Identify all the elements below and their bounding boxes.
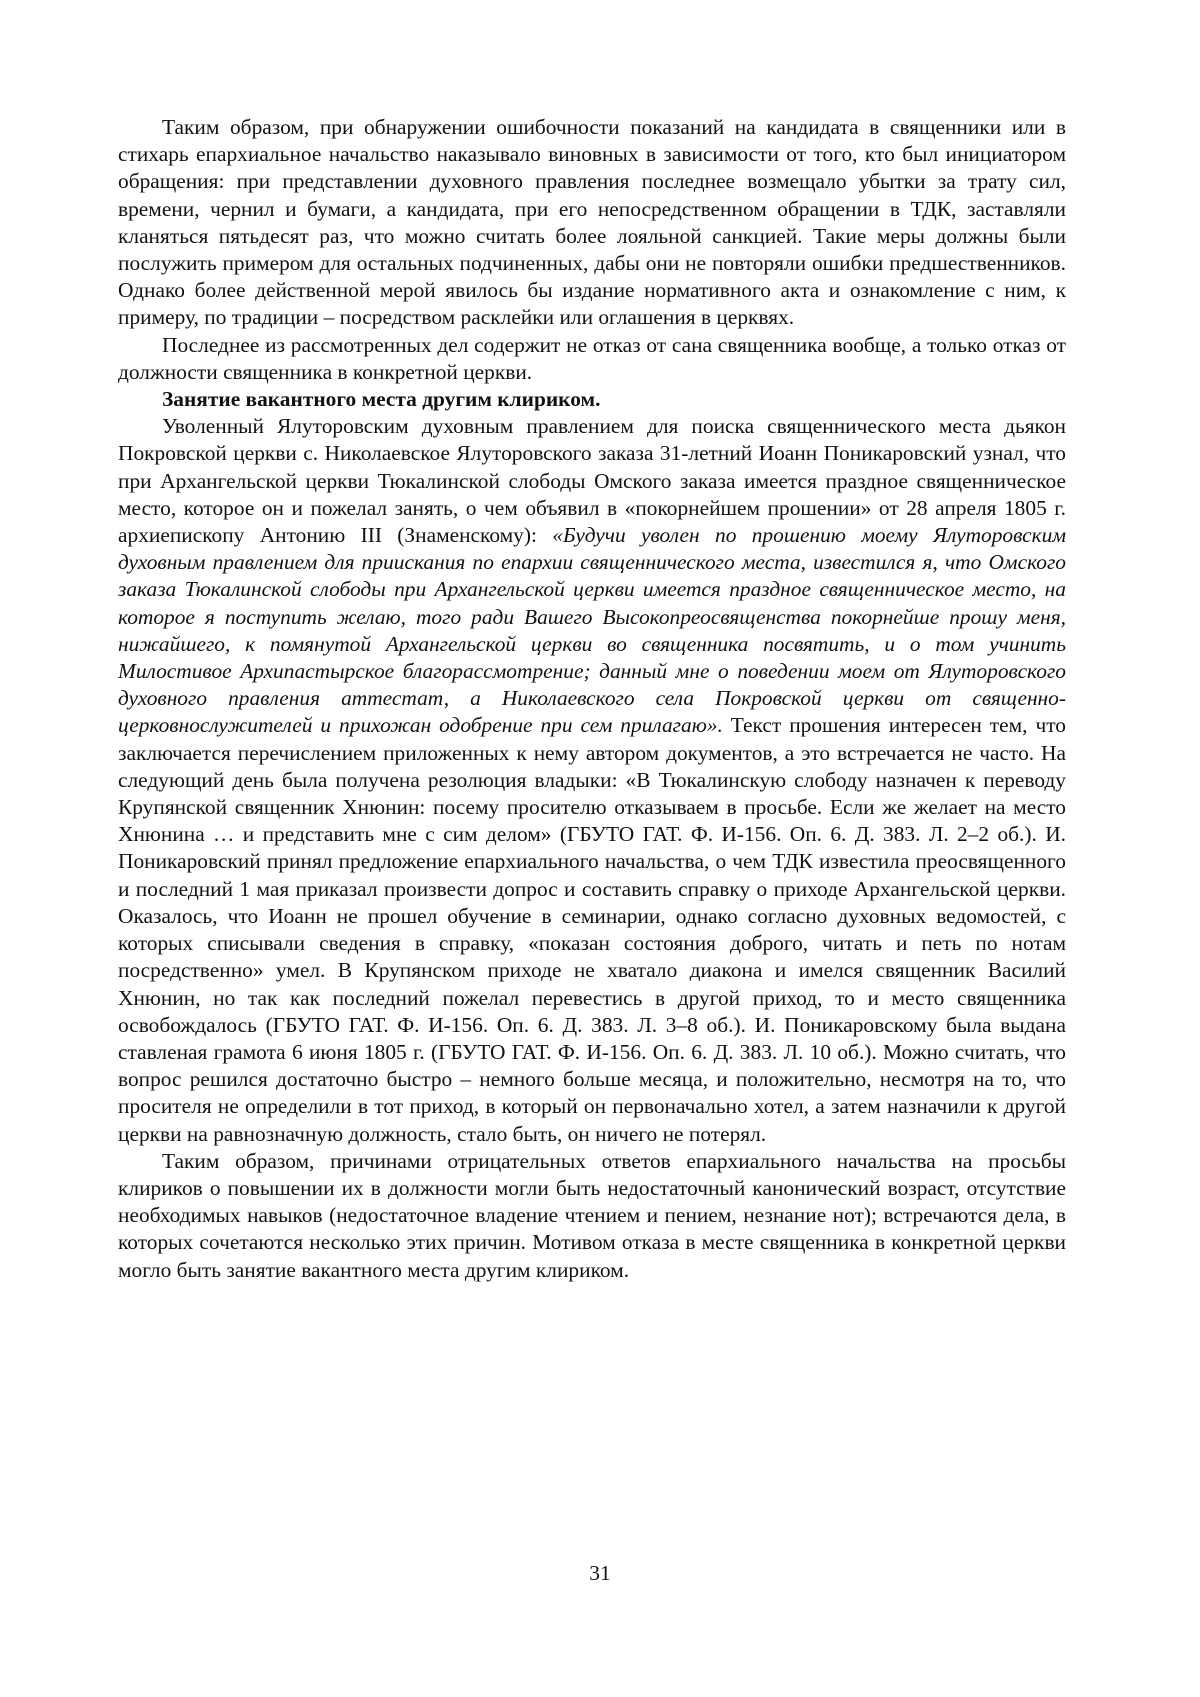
petition-quote: «Будучи уволен по прошению моему Ялуторовским духовным правлением для приискания по епархии священнического места, известился я, что Омского заказа Тюкалинской слободы при Архангельской церкви имеется праздное священническое место, на которое я поступить желаю, того ради Вашего Высокопреосвященства покорнейше прошу меня, нижайшего, к помянутой Архангельской церкви во священника посвятить, и о том учинить Милостивое Архипастырское благорассмотрение; данный мне о поведении моем от Ялуторовского духовного правления аттестат, а Николаевского села Покровской церкви от священно-церковнослужителей и прихожан одобрение при сем прилагаю». [118,523,1066,738]
paragraph-last-case: Последнее из рассмотренных дел содержит не отказ от сана священника вообще, а только отказ от должности священника в конкретной церкви. [118,332,1066,384]
case-intro: Уволенный Ялуторовским духовным правлением для поиска священнического места дьякон Покровской церкви с. Николаевское Ялуторовского заказа 31-летний Иоанн Поникаровский узнал, что при Архангельской церкви Тюкалинской слободы Омского заказа имеется праздное священническое место, которое он и пожелал занять, о чем объявил в «покорнейшем прошении» от 28 апреля 1805 г. архиепископу Антонию III (Знаменскому): [118,414,1066,548]
case-continuation: Текст прошения интересен тем, что заключается перечислением приложенных к нему автором документов, а это встречается не часто. На следующий день была получена резолюция владыки: «В Тюкалинскую слободу назначен к переводу Крупянской священник Хнюнин: посему просителю отказываем в просьбе. Если же желает на место Хнюнина … и представить мне с сим делом» (ГБУТО ГАТ. Ф. И-156. Оп. 6. Д. 383. Л. 2–2 об.). И. Поникаровский принял предложение епархиального начальства, о чем ТДК известила преосвященного и последний 1 мая приказал произвести допрос и составить справку о приходе Архангельской церкви. Оказалось, что Иоанн не прошел обучение в семинарии, однако согласно духовных ведомостей, с которых списывали сведения в справку, «показан состояния доброго, читать и петь по нотам посредственно» умел. В Крупянском приходе не хватало диакона и имелся священник Василий Хнюнин, но так как последний пожелал перевестись в другой приход, то и место священника освобождалось (ГБУТО ГАТ. Ф. И-156. Оп. 6. Д. 383. Л. 3–8 об.). И. Поникаровскому была выдана ставленая грамота 6 июня 1805 г. (ГБУТО ГАТ. Ф. И-156. Оп. 6. Д. 383. Л. 10 об.). Можно считать, что вопрос решился достаточно быстро – немного больше месяца, и положительно, несмотря на то, что просителя не определили в тот приход, в который он первоначально хотел, а затем назначили к другой церкви на равнозначную должность, стало быть, он ничего не потерял. [118,713,1066,1146]
page-number: 31 [589,1561,611,1585]
section-heading: Занятие вакантного места другим клириком. [162,387,601,412]
page-body [118,114,1066,1284]
paragraph-ponikarovsky-case [118,413,1066,1147]
paragraph-sanctions: Таким образом, при обнаружении ошибочности показаний на кандидата в священники или в стихарь епархиальное начальство наказывало виновных в зависимости от того, кто был инициатором обращения: при представлении духовного правления последнее возмещало убытки за трату сил, времени, чернил и бумаги, а кандидата, при его непосредственном обращении в ТДК, заставляли кланяться пятьдесят раз, что можно считать более лояльной санкцией. Такие меры должны были послужить примером для остальных подчиненных, дабы они не повторяли ошибки предшественников. Однако более действенной мерой явилось бы издание нормативного акта и ознакомление с ним, к примеру, по традиции – посредством расклейки или оглашения в церквях. [118,115,1066,330]
paragraph-conclusion: Таким образом, причинами отрицательных ответов епархиального начальства на просьбы клириков о повышении их в должности могли быть недостаточный канонический возраст, отсутствие необходимых навыков (недостаточное владение чтением и пением, незнание нот); встречаются дела, в которых сочетаются несколько этих причин. Мотивом отказа в месте священника в конкретной церкви могло быть занятие вакантного места другим клириком. [118,1148,1066,1282]
